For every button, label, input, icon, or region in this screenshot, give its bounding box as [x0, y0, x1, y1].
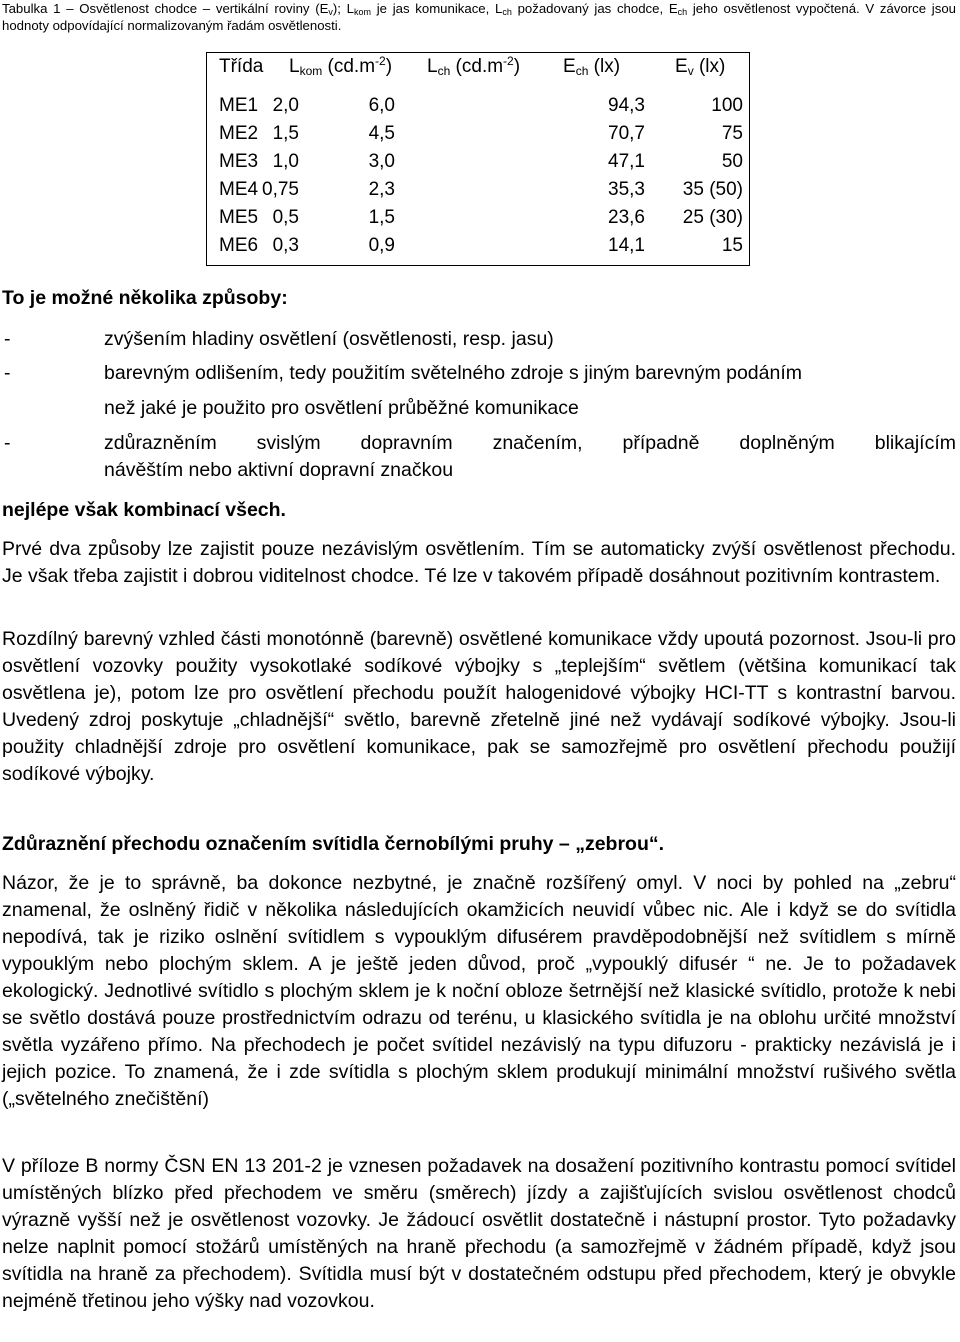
cell-lch: 1,5 — [368, 207, 395, 228]
cell-class: ME1 — [219, 95, 259, 116]
list-item-text: než jaké je použito pro osvětlení průběžné komunikace — [104, 397, 579, 419]
list-dash: - — [4, 362, 11, 384]
table-row — [207, 91, 749, 119]
table-body — [207, 87, 749, 265]
cell-lkom: 0,75 — [262, 179, 299, 200]
header-ev: $E_v$ (lx) — [675, 56, 726, 78]
cell-lch: 4,5 — [368, 123, 395, 144]
cell-lkom: 0,5 — [272, 207, 299, 228]
zebra-heading: Zdůraznění přechodu označením svítidla černobílými pruhy – „zebrou“. — [2, 833, 665, 855]
table-row — [207, 119, 749, 147]
cell-ech: 94,3 — [608, 95, 645, 116]
cell-lch: 2,3 — [368, 179, 395, 200]
cell-ev: 100 — [711, 95, 743, 116]
cell-ev: 15 — [721, 235, 743, 256]
list-item-text: zdůrazněním svislým dopravním značením, případně doplněným blikajícím — [104, 432, 956, 454]
table-row — [207, 203, 749, 231]
header-lkom: $L_{kom}$ $(cd.m^{-2})$ — [289, 54, 393, 78]
table-row — [207, 231, 749, 259]
header-trida: Třída — [219, 56, 264, 77]
paragraph-3: Názor, že je to správně, ba dokonce nezbytné, je značně rozšířený omyl. V noci by pohled na „zebru“ znamenal, že oslněný řidič v několika následujících okamžicích neuvidí vůbec nic. Ale i když se do svítidla nepodívá, tak je riziko oslnění svítidlem s vypouklým difusérem pravděpodobnější než svítidlem s mírně vypouklým nebo plochým sklem. A je ještě jeden důvod, proč „vypouklý difusér “ ne. Je to požadavek ekologický. Jednotlivé svítidlo s plochým sklem je k noční obloze šetrnější než klasické svítidlo, protože k nebi se světlo dostává pouze prostřednictvím odrazu od terénu, u klasického svítidla je na oblohu určité množství světla vyzářeno přímo. Na přechodech je počet svítidel nezávislý na typu difuzoru - prakticky nezávislá je i jejich pozice. To znamená, že i zde svítidla s plochým sklem produkují minimální množství rušivého světla („světelného znečištění) — [2, 872, 956, 1110]
cell-ev: 35 (50) — [682, 179, 743, 200]
cell-class: ME5 — [219, 207, 259, 228]
cell-ech: 14,1 — [608, 235, 645, 256]
cell-ev: 25 (30) — [682, 207, 743, 228]
lighting-class-table — [206, 52, 750, 266]
table-row — [207, 175, 749, 203]
ways-heading: To je možné několika způsoby: — [2, 287, 288, 309]
paragraph-2: Rozdílný barevný vzhled části monotónně (barevně) osvětlené komunikace vždy upoutá pozornost. Jsou-li pro osvětlení vozovky použity vysokotlaké sodíkové výbojky s „teplejším“ světlem (většina komunikací tak osvětlena je), potom lze pro osvětlení přechodu použít halogenidové výbojky HCI-TT s kontrastní barvou. Uvedený zdroj poskytuje „chladnější“ světlo, barevně zřetelně jiné než vydávají sodíkové výbojky. Jsou-li použity chladnější zdroje pro osvětlení komunikace, pak se samozřejmě pro osvětlení přechodu použijí sodíkové výbojky. — [2, 628, 956, 785]
cell-lch: 0,9 — [368, 235, 395, 256]
cell-ech: 35,3 — [608, 179, 645, 200]
list-dash: - — [4, 432, 11, 454]
cell-lch: 6,0 — [368, 95, 395, 116]
table-caption: Tabulka 1 – Osvětlenost chodce – vertikální roviny $(E_v)$; $L_{kom}$ je jas komunikace, $L_{ch}$ požadovaný jas chodce, $E_{ch}$ jeho osvětlenost vypočtená. V závorce jsou hodnoty odpovídající normalizovaným řadám osvětlenosti. — [2, 1, 956, 33]
paragraph-1: Prvé dva způsoby lze zajistit pouze nezávislým osvětlením. Tím se automaticky zvýší osvětlenost přechodu. Je však třeba zajistit i dobrou viditelnost chodce. Té lze v takovém případě dosáhnout pozitivním kontrastem. — [2, 538, 956, 587]
list-item-text: návěštím nebo aktivní dopravní značkou — [104, 459, 454, 481]
header-ech: $E_{ch}$ (lx) — [563, 56, 621, 78]
cell-class: ME2 — [219, 123, 259, 144]
list-dash: - — [4, 328, 11, 350]
list-item-text: zvýšením hladiny osvětlení (osvětlenosti, resp. jasu) — [104, 328, 554, 350]
cell-ev: 75 — [721, 123, 743, 144]
cell-class: ME4 — [219, 179, 259, 200]
paragraph-4: V příloze B normy ČSN EN 13 201-2 je vznesen požadavek na dosažení pozitivního kontrastu pomocí svítidel umístěných blízko před přechodem ve směru (směrech) jízdy a zajišťujících svislou osvětlenost chodců výrazně vyšší než je osvětlenost vozovky. Je žádoucí osvětlit dostatečně i nástupní prostor. Tyto požadavky nelze naplnit pomocí stožárů umístěných na hraně přechodu (a samozřejmě v žádném případě, když jsou svítidla na hraně za přechodem). Svítidla musí být v dostatečném odstupu před přechodem, který je obvykle nejméně třetinou jeho výšky nad vozovkou. — [2, 1155, 956, 1312]
cell-lkom: 2,0 — [272, 95, 299, 116]
cell-ev: 50 — [721, 151, 743, 172]
cell-ech: 23,6 — [608, 207, 645, 228]
table-row — [207, 147, 749, 175]
cell-lch: 3,0 — [368, 151, 395, 172]
list-item-text: barevným odlišením, tedy použitím světelného zdroje s jiným barevným podáním — [104, 362, 802, 384]
cell-class: ME6 — [219, 235, 259, 256]
cell-lkom: 1,5 — [272, 123, 299, 144]
cell-lkom: 1,0 — [272, 151, 299, 172]
cell-class: ME3 — [219, 151, 259, 172]
table-header-row — [207, 53, 749, 87]
cell-ech: 70,7 — [608, 123, 645, 144]
cell-ech: 47,1 — [608, 151, 645, 172]
cell-lkom: 0,3 — [272, 235, 299, 256]
best-option-text: nejlépe však kombinací všech. — [2, 499, 286, 521]
header-lch: $L_{ch}$ $(cd.m^{-2})$ — [427, 54, 521, 78]
